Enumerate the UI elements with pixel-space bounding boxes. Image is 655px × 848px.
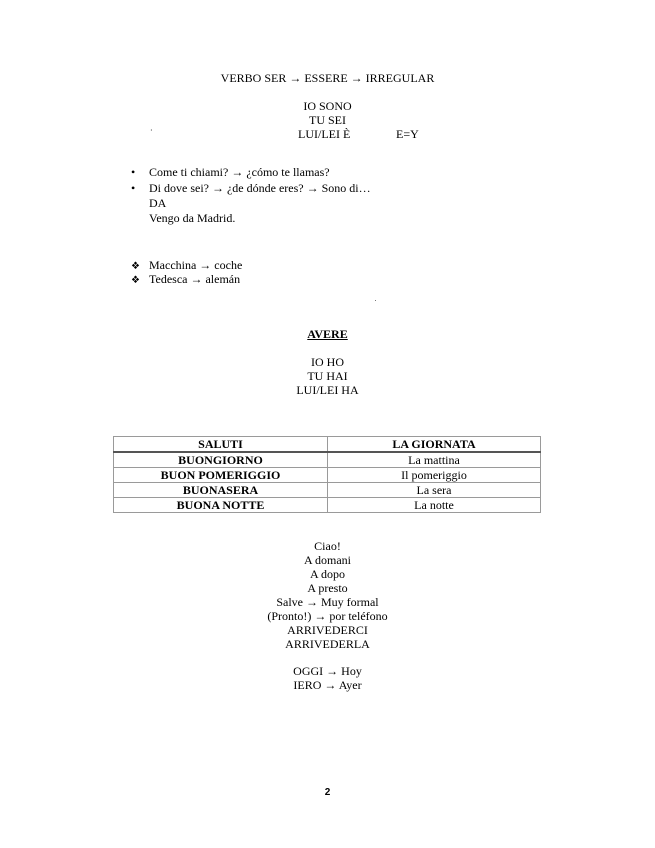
table-cell: La sera [328, 483, 541, 498]
greeting-line: A domani [304, 553, 351, 567]
greeting-line: A dopo [309, 567, 345, 581]
table-cell: BUONA NOTTE [114, 498, 328, 513]
table-cell: BUON POMERIGGIO [114, 468, 328, 483]
table-cell: La notte [328, 498, 541, 513]
table-cell: Il pomeriggio [328, 468, 541, 483]
text-vengo: Vengo da Madrid. [149, 211, 236, 225]
essere-line-lui: LUI/LEI È [298, 127, 351, 141]
time-word-line: OGGI → Hoy [293, 664, 362, 678]
list-item-text: Di dove sei? → ¿de dónde eres? → Sono di… [149, 181, 371, 195]
list-item [131, 165, 330, 179]
greeting-line: ARRIVEDERCI [287, 623, 368, 637]
list-item-text: Tedesca → alemán [149, 272, 241, 286]
list-item [131, 181, 371, 195]
page-number: 2 [324, 787, 331, 798]
table-row [114, 468, 541, 483]
saluti-table [113, 436, 541, 513]
column-header-saluti: SALUTI [114, 437, 328, 453]
stray-mark: · [150, 126, 153, 135]
table-row [114, 498, 541, 513]
greeting-line: Salve → Muy formal [276, 595, 379, 609]
avere-line-lui: LUI/LEI HA [296, 383, 359, 397]
diamond-bullet-icon: ❖ [131, 261, 140, 272]
list-item-text: Macchina → coche [149, 258, 243, 272]
greeting-line: Ciao! [314, 539, 341, 553]
greeting-line: (Pronto!) → por teléfono [267, 609, 388, 623]
essere-note: E=Y [396, 127, 419, 141]
heading-avere: AVERE [307, 327, 348, 341]
heading-verbo-ser: VERBO SER → ESSERE → IRREGULAR [220, 71, 435, 85]
avere-line-io: IO HO [311, 355, 344, 369]
list-item-text: Come ti chiami? → ¿cómo te llamas? [149, 165, 330, 179]
greeting-line: A presto [307, 581, 348, 595]
column-header-giornata: LA GIORNATA [328, 437, 541, 453]
greeting-line: ARRIVEDERLA [285, 637, 370, 651]
table-header-row [114, 437, 541, 453]
table-cell: BUONGIORNO [114, 452, 328, 468]
text-da: DA [149, 196, 167, 210]
essere-line-tu: TU SEI [309, 113, 346, 127]
essere-line-io: IO SONO [303, 99, 352, 113]
table-row [114, 452, 541, 468]
avere-line-tu: TU HAI [307, 369, 348, 383]
diamond-bullet-icon: ❖ [131, 275, 140, 286]
bullet-icon: • [131, 181, 136, 195]
table-cell: BUONASERA [114, 483, 328, 498]
table-row [114, 483, 541, 498]
table-cell: La mattina [328, 452, 541, 468]
time-word-line: IERO → Ayer [293, 678, 362, 692]
list-item [131, 272, 240, 288]
bullet-icon: • [131, 165, 136, 179]
stray-dot [375, 300, 376, 301]
